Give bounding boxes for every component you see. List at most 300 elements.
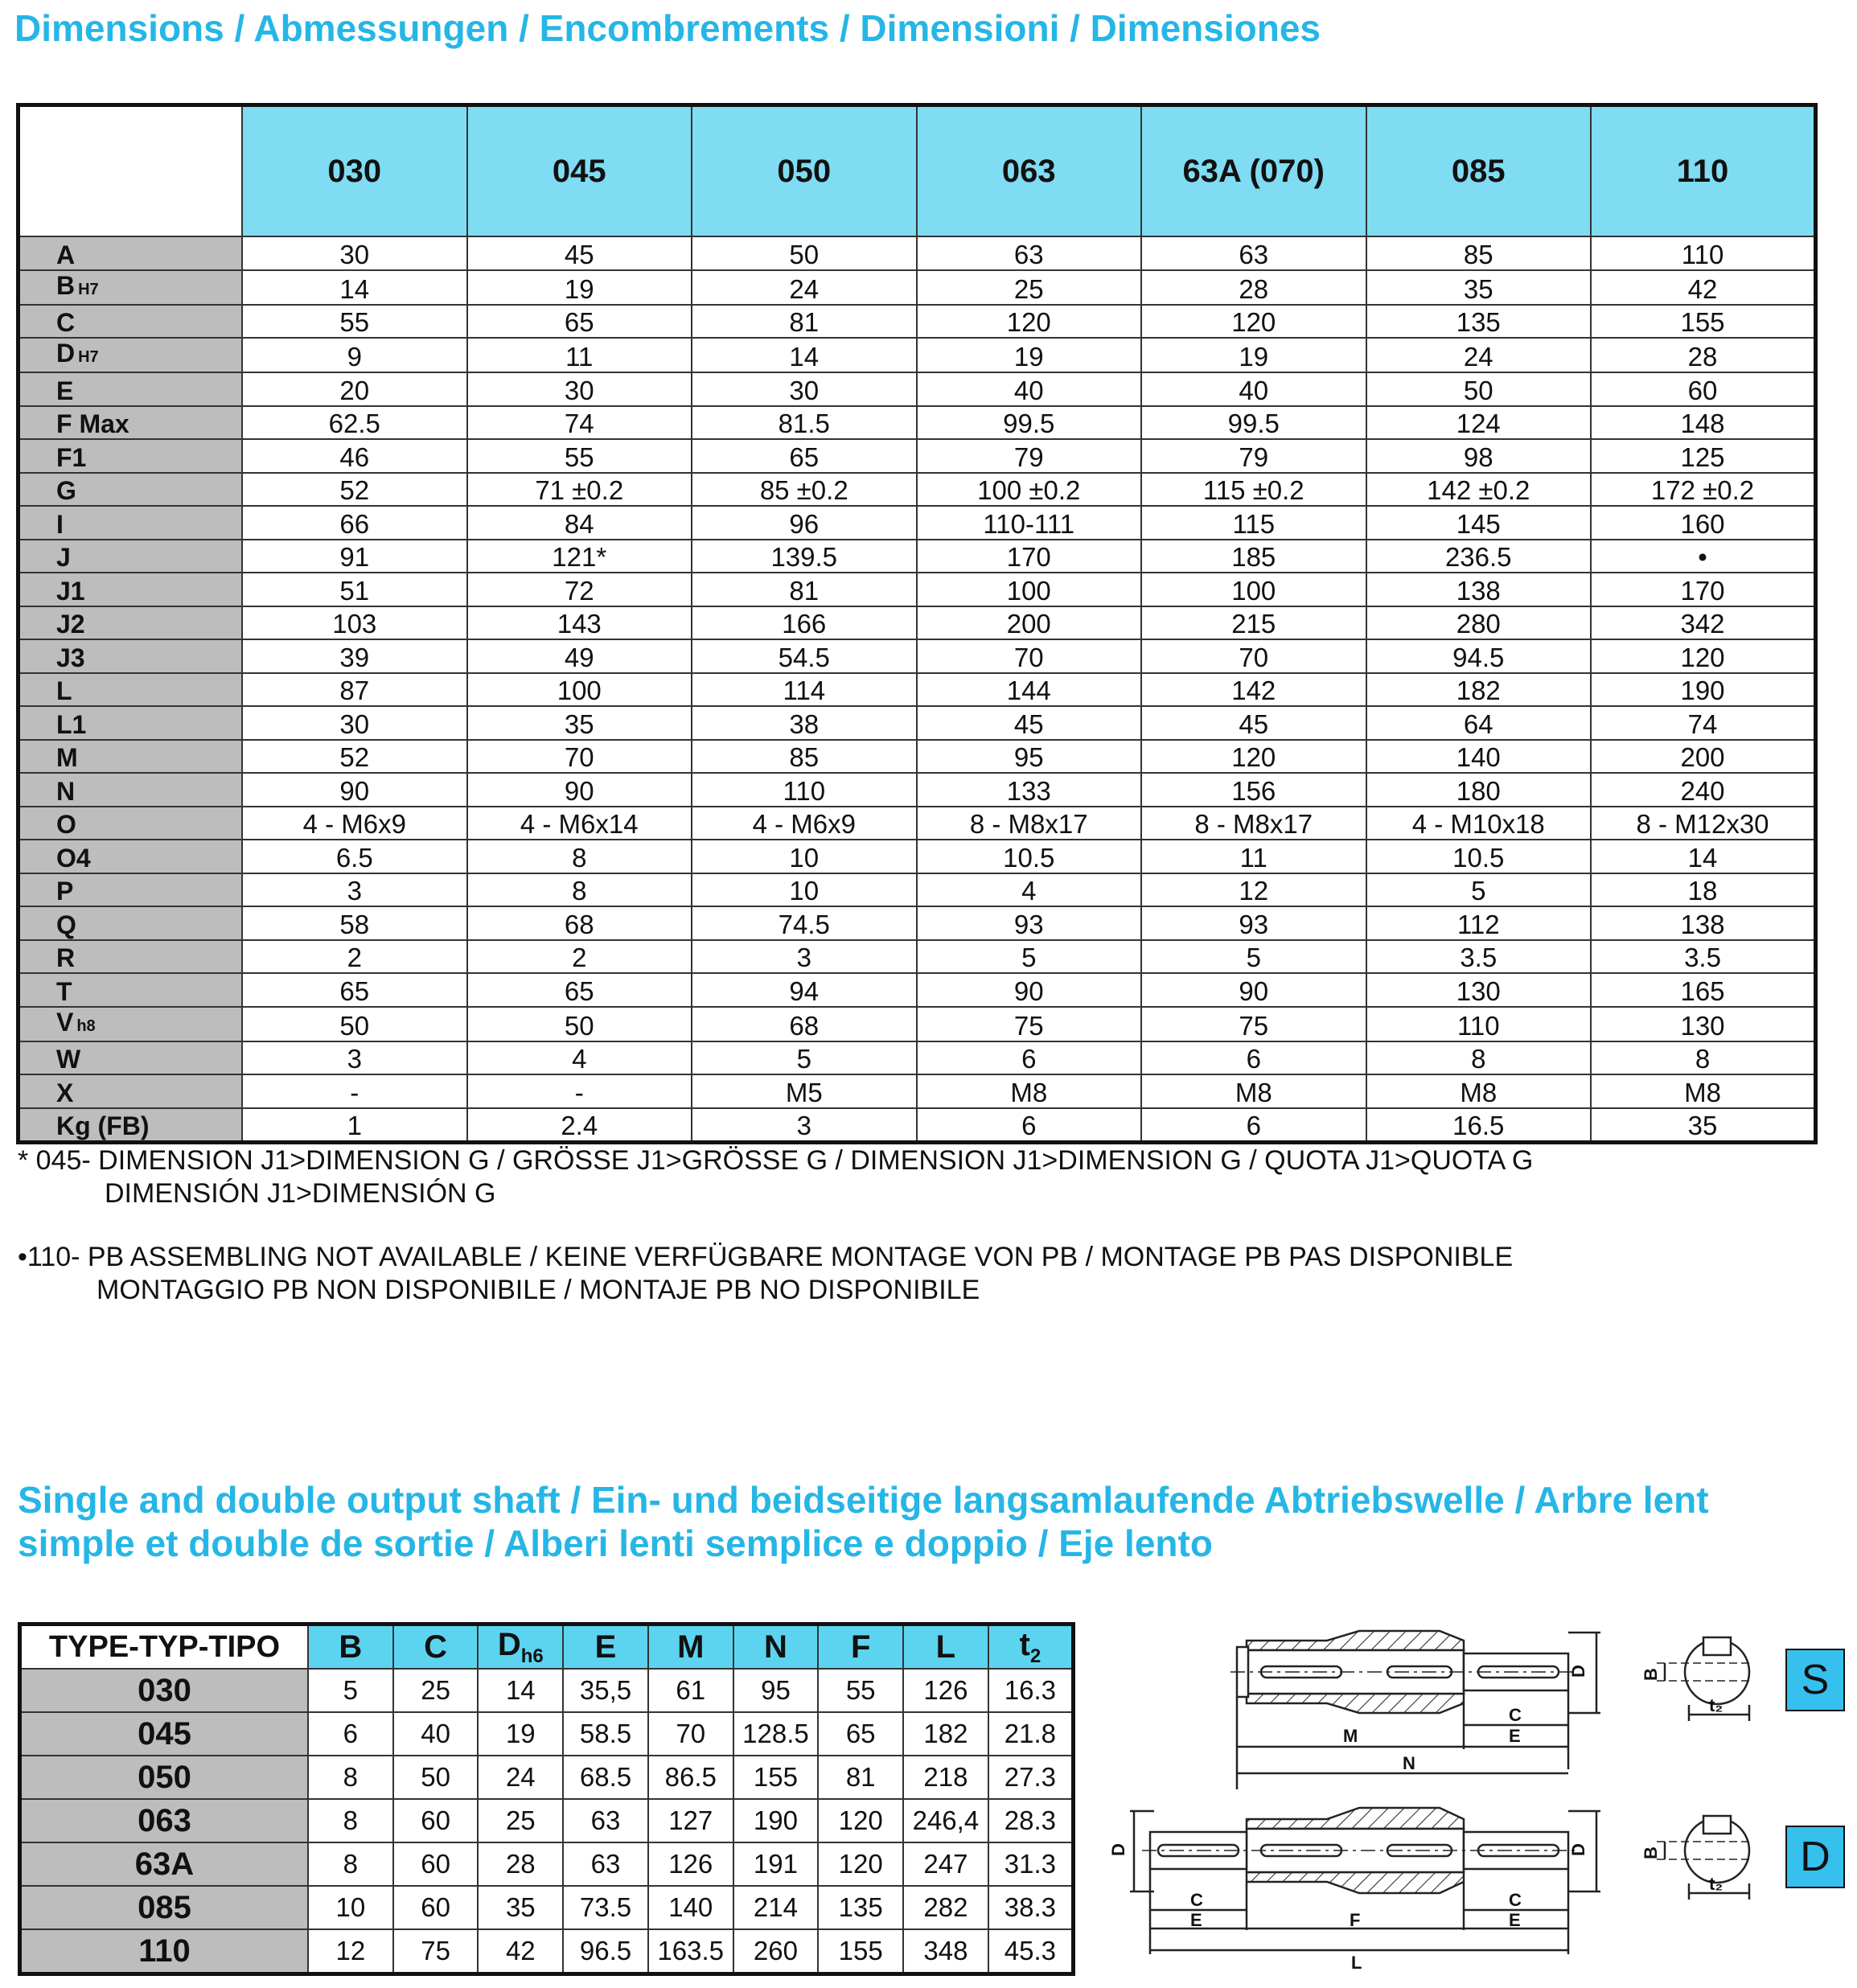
label-m-single: M [1343,1726,1358,1746]
table-cell: 5 [917,940,1142,974]
row-label [18,236,243,270]
shaft-cell: 31.3 [988,1842,1074,1886]
shaft-cell: 140 [648,1886,733,1929]
table-cell: 9 [242,338,467,372]
shaft-cell: 95 [733,1669,819,1712]
table-cell: 130 [1591,1007,1816,1041]
table-cell: 8 [1366,1041,1592,1075]
table-cell: 4 - M10x18 [1366,807,1592,840]
table-cell: 110-111 [917,506,1142,540]
row-label-text: J [56,543,71,572]
shaft-cell: 25 [478,1799,563,1842]
table-cell: 6 [1141,1108,1366,1143]
shaft-cell: 60 [393,1886,479,1929]
shaft-column-main: B [339,1629,363,1665]
row-label [18,1074,243,1108]
table-row [18,305,1816,339]
table-cell: 84 [467,506,692,540]
table-cell: 120 [1141,305,1366,339]
row-label [18,338,243,372]
column-header: 63A (070) [1141,105,1366,237]
shaft-row [20,1842,1074,1886]
table-cell: 90 [917,973,1142,1007]
table-cell: 50 [242,1007,467,1041]
row-label-text: Q [56,910,76,939]
row-label-text: E [56,376,74,405]
label-d-single: D [1568,1665,1588,1678]
row-label-text: J3 [56,643,85,672]
shaft-column-header [903,1624,988,1670]
table-cell: 24 [1366,338,1592,372]
table-cell: 3 [692,1108,917,1143]
table-cell: 46 [242,439,467,473]
shaft-cell: 73.5 [563,1886,648,1929]
table-cell: 35 [1366,270,1592,305]
shaft-cell: 42 [478,1929,563,1974]
shaft-cell: 68.5 [563,1756,648,1799]
note-110-line2: MONTAGGIO PB NON DISPONIBILE / MONTAJE PB NO DISPONIBILE [97,1275,980,1305]
row-label [18,372,243,406]
table-cell: 62.5 [242,406,467,440]
table-cell: M5 [692,1074,917,1108]
shaft-row [20,1712,1074,1756]
table-cell: 120 [917,305,1142,339]
table-cell: 19 [1141,338,1366,372]
table-cell: 98 [1366,439,1592,473]
table-cell: 10.5 [1366,840,1592,873]
shaft-cell: 260 [733,1929,819,1974]
table-cell: 200 [917,606,1142,640]
table-cell: 45 [917,706,1142,740]
table-cell: 42 [1591,270,1816,305]
table-cell: 215 [1141,606,1366,640]
table-cell: 81 [692,573,917,606]
shaft-cell: 348 [903,1929,988,1974]
table-cell: 200 [1591,740,1816,774]
row-label-text: L [56,676,72,705]
label-c-double-right: C [1509,1890,1522,1910]
table-cell: 185 [1141,540,1366,573]
shaft-row [20,1756,1074,1799]
table-cell: 142 ±0.2 [1366,473,1592,507]
shaft-row [20,1799,1074,1842]
table-cell: 3 [242,873,467,907]
shaft-column-main: F [850,1629,871,1665]
table-cell: 4 [917,873,1142,907]
table-cell: 115 [1141,506,1366,540]
table-cell: 19 [467,270,692,305]
label-c-double-left: C [1190,1890,1203,1910]
row-label-text: R [56,943,76,972]
row-label [18,573,243,606]
table-cell: 145 [1366,506,1592,540]
shaft-column-header [393,1624,479,1670]
shaft-cell: 12 [308,1929,393,1974]
shaft-cell: 70 [648,1712,733,1756]
table-row [18,439,1816,473]
column-header: 050 [692,105,917,237]
table-cell: 25 [917,270,1142,305]
table-row [18,639,1816,673]
shaft-cell: 126 [648,1842,733,1886]
table-row [18,873,1816,907]
shaft-type-label: 085 [20,1886,309,1929]
shaft-cell: 282 [903,1886,988,1929]
table-cell: 74 [467,406,692,440]
table-cell: 115 ±0.2 [1141,473,1366,507]
table-cell: 121* [467,540,692,573]
table-cell: 99.5 [917,406,1142,440]
table-cell: • [1591,540,1816,573]
table-cell: 75 [1141,1007,1366,1041]
table-cell: 240 [1591,773,1816,807]
shaft-cell: 16.3 [988,1669,1074,1712]
row-label-subscript: h8 [76,1017,96,1035]
table-cell: 50 [467,1007,692,1041]
table-cell: M8 [917,1074,1142,1108]
row-label [18,540,243,573]
shaft-column-subscript: h6 [520,1645,544,1667]
note-045 [18,1144,1533,1210]
note-110-line1: •110- PB ASSEMBLING NOT AVAILABLE / KEINE VERFÜGBARE MONTAGE VON PB / MONTAGE PB PAS DISPONIBLE [18,1242,1514,1272]
table-cell: 81 [692,305,917,339]
table-cell: 4 - M6x9 [242,807,467,840]
table-cell: 155 [1591,305,1816,339]
row-label-text: O4 [56,843,91,873]
table-cell: 100 ±0.2 [917,473,1142,507]
table-cell: 6 [917,1108,1142,1143]
note-110 [18,1241,1513,1307]
table-cell: 11 [1141,840,1366,873]
row-label-text: Kg (FB) [56,1111,150,1140]
table-cell: 68 [692,1007,917,1041]
table-cell: 70 [917,639,1142,673]
table-cell: 90 [1141,973,1366,1007]
table-cell: 35 [1591,1108,1816,1143]
row-label [18,270,243,305]
table-cell: 100 [467,673,692,707]
label-f-double: F [1350,1910,1361,1930]
shaft-cell: 86.5 [648,1756,733,1799]
table-cell: 4 - M6x14 [467,807,692,840]
table-cell: 4 [467,1041,692,1075]
table-cell: 75 [917,1007,1142,1041]
table-cell: 30 [242,706,467,740]
table-cell: 60 [1591,372,1816,406]
label-e-single: E [1509,1726,1521,1746]
table-cell: - [242,1074,467,1108]
label-e-double-right: E [1509,1910,1521,1930]
table-cell: 120 [1141,740,1366,774]
single-shaft-drawing [1230,1631,1753,1789]
table-cell: 79 [1141,439,1366,473]
table-cell: 8 [467,873,692,907]
header-corner [18,105,243,237]
shaft-cell: 218 [903,1756,988,1799]
table-cell: 1 [242,1108,467,1143]
shaft-column-header [818,1624,903,1670]
table-cell: 35 [467,706,692,740]
shaft-type-label: 045 [20,1712,309,1756]
table-cell: 148 [1591,406,1816,440]
table-cell: 55 [242,305,467,339]
shaft-cell: 96.5 [563,1929,648,1974]
table-cell: 143 [467,606,692,640]
table-cell: 8 - M8x17 [917,807,1142,840]
table-cell: 133 [917,773,1142,807]
shaft-cell: 246,4 [903,1799,988,1842]
table-cell: 144 [917,673,1142,707]
shaft-cell: 8 [308,1842,393,1886]
table-row [18,573,1816,606]
table-cell: 28 [1591,338,1816,372]
table-cell: 342 [1591,606,1816,640]
shaft-body [20,1669,1074,1974]
table-cell: 52 [242,740,467,774]
table-cell: 14 [242,270,467,305]
column-header: 030 [242,105,467,237]
table-cell: 124 [1366,406,1592,440]
shaft-heading: Single and double output shaft / Ein- und beidseitige langsamlaufende Abtriebswelle / Arbre lent simple et double de sortie / Alberi lenti semplice e doppio / Eje lento [18,1479,1709,1564]
shaft-column-header [478,1624,563,1670]
table-cell: 110 [1591,236,1816,270]
shaft-cell: 127 [648,1799,733,1842]
table-cell: 135 [1366,305,1592,339]
shaft-cell: 27.3 [988,1756,1074,1799]
table-row [18,706,1816,740]
shaft-row [20,1886,1074,1929]
row-label-text: F Max [56,409,129,438]
table-cell: 10.5 [917,840,1142,873]
table-cell: 170 [1591,573,1816,606]
shaft-cell: 247 [903,1842,988,1886]
table-cell: 3 [242,1041,467,1075]
note-045-line1: * 045- DIMENSION J1>DIMENSION G / GRÖSSE J1>GRÖSSE G / DIMENSION J1>DIMENSION G / QUOTA J1>QUOTA G [18,1145,1534,1176]
row-label [18,406,243,440]
label-b-double: B [1641,1846,1661,1859]
single-shaft-badge: S [1785,1649,1845,1711]
table-cell: 95 [917,740,1142,774]
shaft-cell: 19 [478,1712,563,1756]
row-label [18,673,243,707]
table-cell: 85 [1366,236,1592,270]
shaft-table [18,1622,1075,1976]
row-label [18,473,243,507]
table-cell: 24 [692,270,917,305]
dimensions-body [18,236,1816,1143]
row-label [18,940,243,974]
row-label [18,873,243,907]
table-cell: 64 [1366,706,1592,740]
type-header: TYPE-TYP-TIPO [20,1624,309,1670]
shaft-cell: 63 [563,1799,648,1842]
shaft-column-header [733,1624,819,1670]
shaft-cell: 75 [393,1929,479,1974]
table-cell: 10 [692,873,917,907]
shaft-column-main: N [764,1629,787,1665]
table-row [18,473,1816,507]
table-row [18,270,1816,305]
table-cell: 49 [467,639,692,673]
shaft-cell: 45.3 [988,1929,1074,1974]
table-cell: 72 [467,573,692,606]
shaft-cell: 35 [478,1886,563,1929]
table-cell: 140 [1366,740,1592,774]
table-cell: 91 [242,540,467,573]
table-cell: 110 [1366,1007,1592,1041]
table-cell: 85 [692,740,917,774]
shaft-column-header [988,1624,1074,1670]
table-cell: 8 - M8x17 [1141,807,1366,840]
row-label [18,1108,243,1143]
table-cell: 70 [467,740,692,774]
row-label [18,1041,243,1075]
shaft-cell: 61 [648,1669,733,1712]
row-label-text: D [56,339,76,368]
table-row [18,1007,1816,1041]
row-label-text: J1 [56,576,85,606]
table-cell: 172 ±0.2 [1591,473,1816,507]
row-label-text: V [56,1007,74,1037]
table-cell: 30 [242,236,467,270]
table-cell: 6 [917,1041,1142,1075]
table-cell: 112 [1366,906,1592,940]
shaft-column-main: C [424,1629,448,1665]
table-cell: 18 [1591,873,1816,907]
table-cell: 45 [1141,706,1366,740]
table-cell: 6 [1141,1041,1366,1075]
shaft-column-main: D [497,1626,521,1662]
label-l-double: L [1351,1953,1362,1973]
table-cell: 70 [1141,639,1366,673]
table-cell: 120 [1591,639,1816,673]
shaft-cell: 214 [733,1886,819,1929]
table-cell: 58 [242,906,467,940]
column-header: 063 [917,105,1142,237]
shaft-cell: 50 [393,1756,479,1799]
shaft-cell: 58.5 [563,1712,648,1756]
row-label-text: O [56,810,76,839]
table-cell: 3.5 [1591,940,1816,974]
table-cell: 170 [917,540,1142,573]
table-row [18,338,1816,372]
column-header: 045 [467,105,692,237]
table-row [18,973,1816,1007]
shaft-cell: 60 [393,1799,479,1842]
shaft-type-label: 110 [20,1929,309,1974]
row-label-text: B [56,270,76,300]
shaft-cell: 60 [393,1842,479,1886]
shaft-cell: 155 [818,1929,903,1974]
table-cell: 65 [242,973,467,1007]
table-cell: 63 [917,236,1142,270]
table-cell: 2 [467,940,692,974]
table-cell: 51 [242,573,467,606]
label-d-double-left: D [1108,1843,1128,1856]
table-row [18,506,1816,540]
row-label-text: I [56,509,64,539]
table-cell: 8 [467,840,692,873]
table-cell: 65 [467,305,692,339]
column-header: 085 [1366,105,1592,237]
table-cell: 90 [467,773,692,807]
shaft-drawings [1094,1608,1850,1978]
label-b-single: B [1641,1668,1661,1681]
shaft-cell: 28 [478,1842,563,1886]
table-cell: - [467,1074,692,1108]
table-cell: 87 [242,673,467,707]
row-label [18,706,243,740]
table-cell: 74 [1591,706,1816,740]
row-label [18,906,243,940]
table-row [18,1074,1816,1108]
shaft-cell: 38.3 [988,1886,1074,1929]
table-cell: 100 [917,573,1142,606]
shaft-cell: 6 [308,1712,393,1756]
shaft-cell: 135 [818,1886,903,1929]
table-cell: 2 [242,940,467,974]
table-cell: 66 [242,506,467,540]
table-cell: 8 [1591,1041,1816,1075]
table-row [18,540,1816,573]
column-header: 110 [1591,105,1816,237]
row-label [18,973,243,1007]
shaft-column-header [648,1624,733,1670]
shaft-column-subscript: 2 [1029,1645,1041,1667]
row-label-subscript: H7 [78,348,99,366]
row-label [18,1007,243,1041]
table-row [18,372,1816,406]
shaft-column-header [563,1624,648,1670]
shaft-cell: 21.8 [988,1712,1074,1756]
label-t2-double: t₂ [1709,1874,1723,1894]
table-cell: 93 [1141,906,1366,940]
table-cell: 142 [1141,673,1366,707]
table-cell: 39 [242,639,467,673]
table-cell: 14 [1591,840,1816,873]
shaft-type-label: 050 [20,1756,309,1799]
shaft-cell: 163.5 [648,1929,733,1974]
table-cell: 65 [467,973,692,1007]
table-row [18,773,1816,807]
table-cell: 50 [692,236,917,270]
row-label-text: A [56,240,76,269]
table-cell: 139.5 [692,540,917,573]
table-cell: 14 [692,338,917,372]
shaft-cell: 182 [903,1712,988,1756]
table-cell: 99.5 [1141,406,1366,440]
table-cell: 3 [692,940,917,974]
shaft-cell: 8 [308,1756,393,1799]
table-cell: 125 [1591,439,1816,473]
dimensions-heading: Dimensions / Abmessungen / Encombrements / Dimensioni / Dimensiones [14,7,1321,49]
table-row [18,673,1816,707]
row-label-text: P [56,877,74,906]
shaft-cell: 8 [308,1799,393,1842]
label-t2-single: t₂ [1709,1695,1723,1715]
row-label-text: N [56,776,76,806]
shaft-type-label: 063 [20,1799,309,1842]
shaft-cell: 25 [393,1669,479,1712]
shaft-column-main: t [1019,1626,1030,1662]
shaft-cell: 120 [818,1842,903,1886]
shaft-cell: 40 [393,1712,479,1756]
table-cell: 30 [692,372,917,406]
shaft-cell: 155 [733,1756,819,1799]
table-cell: 30 [467,372,692,406]
shaft-cell: 28.3 [988,1799,1074,1842]
table-cell: 103 [242,606,467,640]
